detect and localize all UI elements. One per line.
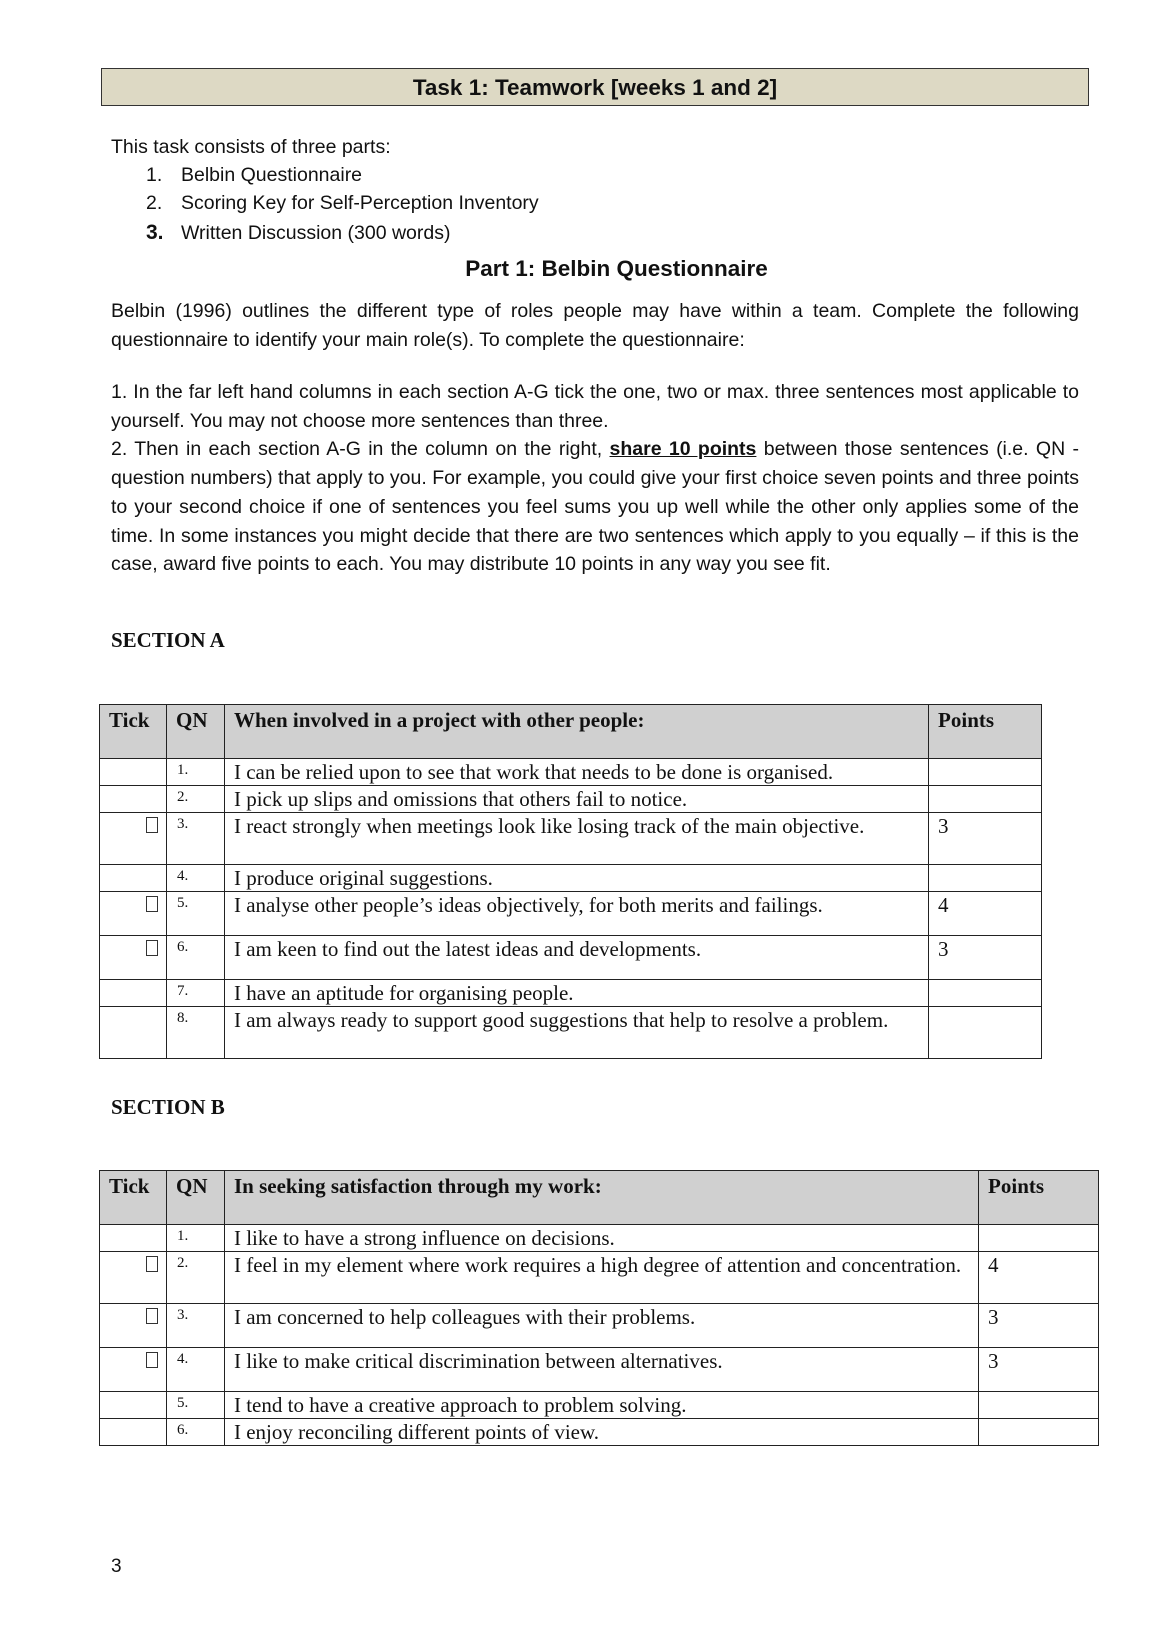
instruction-paragraph [111,378,1079,579]
table-row [100,1304,1099,1348]
section-a-label: SECTION A [111,628,225,652]
table-header-row [100,1171,1099,1225]
statement-text: I pick up slips and omissions that others fail to notice. [224,786,928,813]
tick-cell[interactable] [100,786,167,813]
table-row [100,1252,1099,1304]
intro-paragraph: Belbin (1996) outlines the different type of roles people may have within a team. Complete the following questionnaire to identify your main role(s). To complete the questionnaire: [111,300,1079,351]
points-cell[interactable] [979,1419,1099,1446]
section-b-table [99,1170,1099,1446]
question-number: 1. [166,1225,224,1252]
points-cell[interactable] [929,980,1042,1007]
tick-cell[interactable] [100,980,167,1007]
statement-text: I can be relied upon to see that work that needs to be done is organised. [224,759,928,786]
tick-cell[interactable] [100,865,167,892]
points-cell[interactable] [929,786,1042,813]
table-row [100,865,1042,892]
question-number: 5. [166,1392,224,1419]
question-number: 7. [166,980,224,1007]
prompt-header: When involved in a project with other people: [224,705,928,759]
points-cell[interactable] [929,865,1042,892]
section-b-label: SECTION B [111,1095,225,1119]
tick-cell[interactable] [100,1225,167,1252]
table-row [100,1225,1099,1252]
tick-mark-icon [146,817,158,833]
statement-text: I feel in my element where work requires a high degree of attention and concentration. [224,1252,978,1304]
statement-text: I like to have a strong influence on decisions. [224,1225,978,1252]
points-cell[interactable]: 4 [979,1252,1099,1304]
statement-text: I am concerned to help colleagues with their problems. [224,1304,978,1348]
table-row [100,813,1042,865]
table-row [100,892,1042,936]
table-row [100,759,1042,786]
points-cell[interactable] [979,1392,1099,1419]
list-item [111,161,539,189]
points-cell[interactable] [929,759,1042,786]
tick-cell[interactable] [100,1419,167,1446]
question-number: 6. [166,1419,224,1446]
share-points-emphasis: share 10 points [609,438,757,461]
tick-mark-icon [146,896,158,912]
table-row [100,786,1042,813]
tick-mark-icon [146,1352,158,1368]
tick-cell[interactable] [100,1392,167,1419]
question-number: 2. [166,786,224,813]
qn-header: QN [166,705,224,759]
list-label: Written Discussion (300 words) [181,222,451,244]
question-number: 6. [166,936,224,980]
tick-mark-icon [146,1308,158,1324]
list-number: 3. [146,221,164,244]
points-header: Points [979,1171,1099,1225]
question-number: 5. [166,892,224,936]
qn-header: QN [166,1171,224,1225]
tick-cell[interactable] [100,892,167,936]
statement-text: I analyse other people’s ideas objectively, for both merits and failings. [224,892,928,936]
tick-mark-icon [146,940,158,956]
table-row [100,936,1042,980]
tick-cell[interactable] [100,759,167,786]
statement-text: I enjoy reconciling different points of view. [224,1419,978,1446]
points-cell[interactable] [979,1225,1099,1252]
tick-header: Tick [100,705,167,759]
prompt-header: In seeking satisfaction through my work: [224,1171,978,1225]
table-row [100,1348,1099,1392]
list-item [111,189,539,217]
points-cell[interactable]: 3 [979,1348,1099,1392]
question-number: 4. [166,865,224,892]
points-cell[interactable]: 3 [979,1304,1099,1348]
points-header: Points [929,705,1042,759]
task-title: Task 1: Teamwork [weeks 1 and 2] [101,68,1089,106]
points-cell[interactable]: 4 [929,892,1042,936]
tick-cell[interactable] [100,1252,167,1304]
question-number: 4. [166,1348,224,1392]
statement-text: I have an aptitude for organising people. [224,980,928,1007]
tick-cell[interactable] [100,1348,167,1392]
tick-mark-icon [146,1256,158,1272]
statement-text: I am always ready to support good suggestions that help to resolve a problem. [224,1007,928,1059]
tick-cell[interactable] [100,1304,167,1348]
part1-title: Part 1: Belbin Questionnaire [465,256,768,281]
table-row [100,1392,1099,1419]
points-cell[interactable] [929,1007,1042,1059]
list-number: 2. [146,192,163,214]
question-number: 3. [166,813,224,865]
tick-header: Tick [100,1171,167,1225]
statement-text: I tend to have a creative approach to problem solving. [224,1392,978,1419]
tick-cell[interactable] [100,936,167,980]
tick-cell[interactable] [100,1007,167,1059]
tick-cell[interactable] [100,813,167,865]
list-label: Belbin Questionnaire [181,164,363,186]
question-number: 3. [166,1304,224,1348]
list-item [111,219,539,247]
instruction-2-start: 2. Then in each section A-G in the column on the right, [111,438,610,461]
instruction-2-rest: between those sentences (i.e. QN - question numbers) that apply to you. For example, you could give your first choice seven points and three points to your second choice if one of sentences you feel sums you up well while the other only applies some of the time. In some instances you might decide that there are two sentences which apply to you equally – if this is the case, award five points to each. You may distribute 10 points in any way you see fit. [111,438,1079,576]
statement-text: I am keen to find out the latest ideas and developments. [224,936,928,980]
statement-text: I like to make critical discrimination between alternatives. [224,1348,978,1392]
points-cell[interactable]: 3 [929,936,1042,980]
question-number: 2. [166,1252,224,1304]
table-row [100,1419,1099,1446]
statement-text: I produce original suggestions. [224,865,928,892]
list-number: 1. [146,164,163,186]
list-label: Scoring Key for Self-Perception Inventory [181,192,539,214]
section-a-table [99,704,1042,1059]
page-number: 3 [111,1556,122,1577]
points-cell[interactable]: 3 [929,813,1042,865]
question-number: 1. [166,759,224,786]
table-row [100,980,1042,1007]
question-number: 8. [166,1007,224,1059]
table-row [100,1007,1042,1059]
parts-list [111,161,539,247]
table-header-row [100,705,1042,759]
instruction-1: 1. In the far left hand columns in each section A-G tick the one, two or max. three sentences most applicable to yourself. You may not choose more sentences than three. [111,381,1079,432]
intro-block [111,133,539,247]
statement-text: I react strongly when meetings look like losing track of the main objective. [224,813,928,865]
intro-lead: This task consists of three parts: [111,136,391,158]
